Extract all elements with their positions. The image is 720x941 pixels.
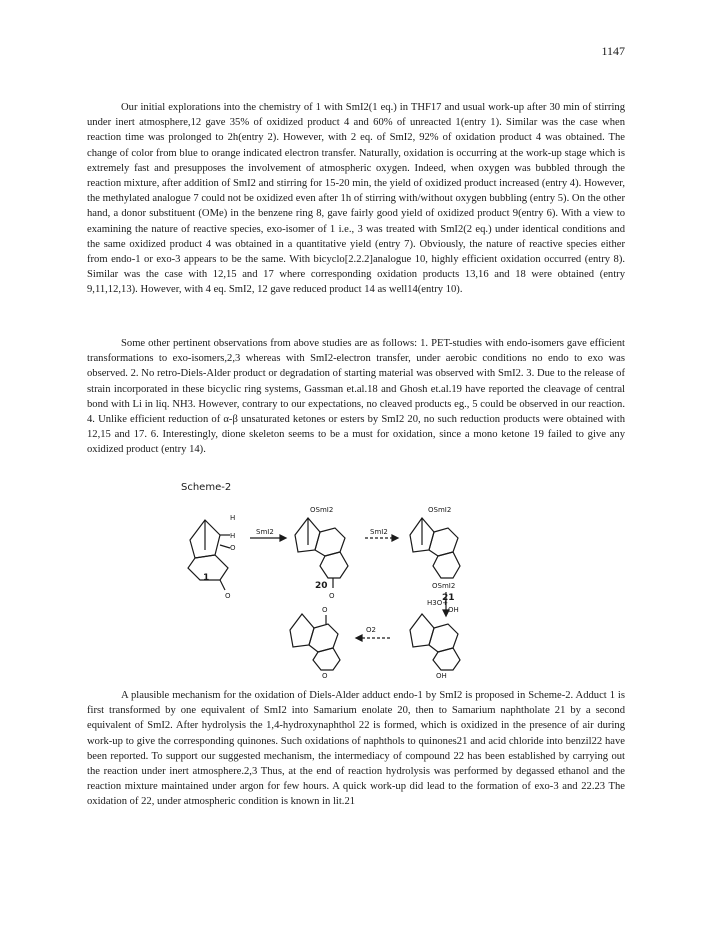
compound-22-structure <box>410 614 460 670</box>
sub-h-bot: H <box>230 532 236 540</box>
compound-21-structure <box>410 518 460 578</box>
sub-o-4a: O <box>322 606 328 614</box>
compound-20-structure <box>295 518 348 588</box>
sub-osmi2-21a: OSmI2 <box>428 506 452 514</box>
sub-o-1b: O <box>225 592 231 600</box>
reaction-scheme <box>170 480 470 680</box>
sub-o-4b: O <box>322 672 328 680</box>
compound-label-20: 20 <box>315 581 328 591</box>
reagent-h3o: H3O+ <box>427 599 449 607</box>
paragraph-3: A plausible mechanism for the oxidation of Diels-Alder adduct endo-1 by SmI2 is proposed in Scheme-2. Adduct 1 is first transformed by one equivalent of SmI2 into Samarium enolate 20, then to Samarium naphtholate 21 by a second equivalent of SmI2. After hydrolysis the 1,4-hydroxynaphthol 22 is formed, which is oxidized in the presence of air during work-up to give the corresponding quinones. Such oxidations of naphthols to quinones21 and acid chloride into benzil22 have been reported. To support our suggested mechanism, the intermediacy of compound 22 has been established by carrying out the reaction under inert atmosphere.2,3 Thus, at the end of reaction hydrolysis was performed by degassed ethanol and the reaction mixture maintained under argon for few hours. A quick work-up did lead to the formation of exo-3 and 22.23 The oxidation of 22, under atmospheric condition is known in lit.21 <box>87 690 625 808</box>
sub-oh-22a: OH <box>448 606 459 614</box>
compound-label-21: 21 <box>442 593 455 603</box>
scheme-title: Scheme-2 <box>181 482 232 493</box>
compound-label-1: 1 <box>203 573 210 583</box>
paragraph-1: Our initial explorations into the chemistry of 1 with SmI2(1 eq.) in THF17 and usual work-up after 30 min of stirring under inert atmosphere,12 gave 35% of oxidized product 4 and 60% of unreacted 1(entry 1). Similar was the case when reaction time was prolonged to 2h(entry 2). However, with 2 eq. of SmI2, 92% of oxidation product 4 was obtained. The change of color from blue to orange indicated electron transfer. Naturally, oxidation is occurring at the work-up stage which is extremely fast and presupposes the involvement of atmospheric oxygen. Indeed, when oxygen was bubbled through the reaction mixture, after addition of SmI2 and stirring for 15-20 min, the yield of oxidized product increased (entry 4). However, the methylated analogue 7 could not be oxidized even after 1h of stirring with/without oxygen bubbling (entry 5). On the other hand, a donor substituent (OMe) in the benzene ring 8, gave fairly good yield of oxidized product 9(entry 6). With a view to examining the nature of reactive species, exo-isomer of 1 i.e., 3 was treated with SmI2(2 eq.) under identical conditions and the same oxidized product 4 was obtained in a quantitative yield (entry 7). Obviously, the nature of reactive species either from endo-1 or exo-3 appears to be the same. With bicyclo[2.2.2]analogue 10, highly efficient oxidation occurred (entry 8). Similar was the case with 12,15 and 17 where corresponding oxidation products 13,16 and 18 were obtained (entry 9,11,12,13). However, with 4 eq. SmI2, 12 gave reduced product 14 as well14(entry 10). <box>87 102 625 296</box>
sub-osmi2-21b: OSmI2 <box>432 582 456 590</box>
sub-osmi2-20: OSmI2 <box>310 506 334 514</box>
page-number: 1147 <box>601 44 625 58</box>
sub-oh-22b: OH <box>436 672 447 680</box>
reagent-smi2-1: SmI2 <box>256 528 274 536</box>
reagent-smi2-2: SmI2 <box>370 528 388 536</box>
paragraph-2: Some other pertinent observations from above studies are as follows: 1. PET-studies with endo-isomers gave efficient transformations to exo-isomers,2,3 whereas with SmI2-electron transfer, under aerobic conditions no endo to exo was observed. 2. No retro-Diels-Alder product or degradation of starting material was observed with SmI2. 3. Due to the release of strain incorporated in these bicyclic ring systems, Gassman et.al.18 and Ghosh et.al.19 have reported the cleavage of central bond with Li in liq. NH3. However, contrary to our expectations, no cleaved products eg., 5 could be observed in our reaction. 4. Unlike efficient reduction of α-β unsaturated ketones or esters by SmI2 20, no such reduction products were obtained with 12,15 and 17. 6. Interestingly, dione skeleton seems to be a must for oxidation, since a mono ketone 19 failed to give any oxidized product (entry 14). <box>87 338 625 456</box>
reagent-o2: O2 <box>366 626 376 634</box>
sub-o-1: O <box>230 544 236 552</box>
sub-h-top: H <box>230 514 236 522</box>
sub-o-20: O <box>329 592 335 600</box>
compound-4-structure <box>290 614 340 670</box>
